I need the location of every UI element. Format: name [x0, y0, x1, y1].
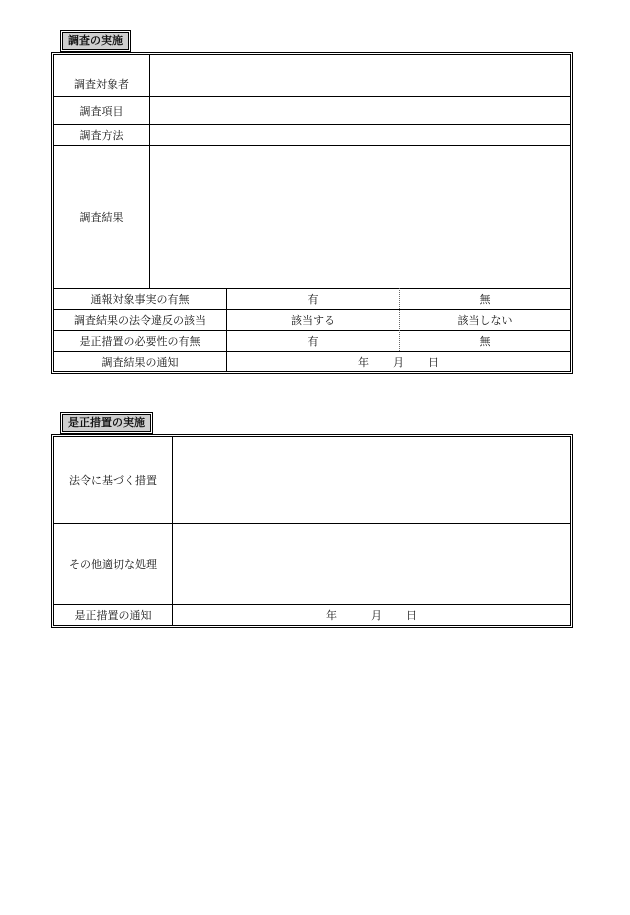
option-law-violation-no[interactable]: 該当しない: [457, 314, 513, 327]
input-investigation-method[interactable]: [150, 125, 570, 145]
label-law-violation: 調査結果の法令違反の該当: [74, 314, 206, 327]
label-investigation-notice: 調査結果の通知: [101, 355, 179, 369]
input-legal-measure[interactable]: [173, 437, 570, 523]
date-day-label: 日: [428, 355, 439, 369]
section-title-correction: 是正措置の実施: [62, 414, 151, 432]
label-investigation-method: 調査方法: [79, 129, 124, 142]
label-other-action: その他適切な処理: [69, 558, 157, 571]
date-day-label: 日: [406, 609, 417, 622]
label-investigation-result: 調査結果: [79, 211, 124, 224]
label-investigation-target: 調査対象者: [74, 78, 129, 91]
correction-notice-date[interactable]: [173, 605, 570, 625]
section-title-investigation: 調査の実施: [62, 32, 129, 50]
label-correction-notice: 是正措置の通知: [74, 609, 152, 622]
investigation-table: [53, 54, 571, 372]
option-law-violation-yes[interactable]: 該当する: [291, 314, 335, 327]
date-month-label: 月: [393, 355, 404, 369]
input-investigation-target[interactable]: [150, 55, 570, 96]
input-other-action[interactable]: [173, 524, 570, 604]
label-legal-measure: 法令に基づく措置: [69, 474, 157, 487]
label-investigation-items: 調査項目: [79, 104, 124, 118]
correction-table: [53, 436, 571, 626]
input-investigation-items[interactable]: [150, 97, 570, 124]
option-correction-need-no[interactable]: 無: [479, 335, 491, 348]
date-year-label: 年: [326, 609, 337, 622]
option-correction-need-yes[interactable]: 有: [307, 335, 319, 348]
option-report-fact-yes[interactable]: 有: [307, 293, 319, 306]
investigation-notice-date[interactable]: [227, 352, 570, 371]
date-year-label: 年: [358, 355, 369, 369]
input-investigation-result[interactable]: [150, 146, 570, 288]
label-correction-need: 是正措置の必要性の有無: [79, 335, 201, 348]
date-month-label: 月: [371, 609, 382, 622]
option-report-fact-no[interactable]: 無: [479, 293, 491, 306]
label-report-fact: 通報対象事実の有無: [90, 293, 190, 306]
